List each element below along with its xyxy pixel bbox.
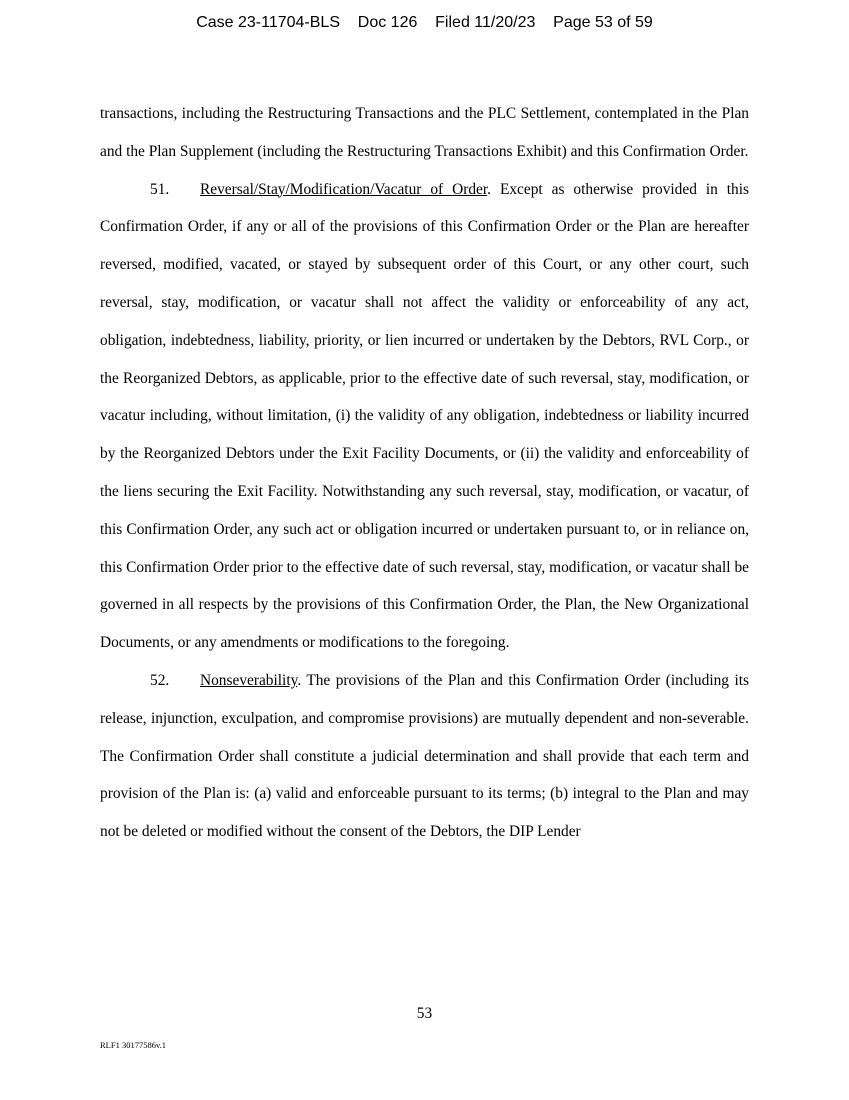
paragraph-52-heading: Nonseverability (200, 671, 298, 689)
continuation-paragraph: transactions, including the Restructuring Transactions and the PLC Settlement, contemplated in the Plan and the Plan Supplement (including the Restructuring Transactions Exhibit) and this Confirmation Order. (100, 105, 749, 160)
page-number: 53 (416, 1005, 433, 1022)
paragraph-51-number: 51. (150, 180, 170, 198)
case-header: Case 23-11704-BLS Doc 126 Filed 11/20/23 Page 53 of 59 (196, 14, 653, 31)
paragraph-52-text: . The provisions of the Plan and this Confirmation Order (including its release, injunction, exculpation, and compromise provisions) are mutually dependent and non-severable. The Confirmation Order shall constitute a judicial determination and shall provide that each term and provision of the Plan is: (a) valid and enforceable pursuant to its terms; (b) integral to the Plan and may not be deleted or modified without the consent of the Debtors, the DIP Lender (100, 671, 749, 841)
document-id: RLF1 30177586v.1 (100, 1040, 167, 1050)
document-body (100, 95, 749, 851)
paragraph-51 (100, 171, 749, 662)
paragraph-52-number: 52. (150, 671, 170, 689)
paragraph-52 (100, 662, 749, 851)
paragraph-51-heading: Reversal/Stay/Modification/Vacatur of Order (200, 180, 488, 198)
paragraph-51-text: . Except as otherwise provided in this Confirmation Order, if any or all of the provisions of this Confirmation Order or the Plan are hereafter reversed, modified, vacated, or stayed by subsequent order of this Court, or any other court, such reversal, stay, modification, or vacatur shall not affect the validity or enforceability of any act, obligation, indebtedness, liability, priority, or lien incurred or undertaken by the Debtors, RVL Corp., or the Reorganized Debtors, as applicable, prior to the effective date of such reversal, stay, modification, or vacatur including, without limitation, (i) the validity of any obligation, indebtedness or liability incurred by the Reorganized Debtors under the Exit Facility Documents, or (ii) the validity and enforceability of the liens securing the Exit Facility. Notwithstanding any such reversal, stay, modification, or vacatur, of this Confirmation Order, any such act or obligation incurred or undertaken pursuant to, or in reliance on, this Confirmation Order prior to the effective date of such reversal, stay, modification, or vacatur shall be governed in all respects by the provisions of this Confirmation Order, the Plan, the New Organizational Documents, or any amendments or modifications to the foregoing. (100, 180, 749, 652)
